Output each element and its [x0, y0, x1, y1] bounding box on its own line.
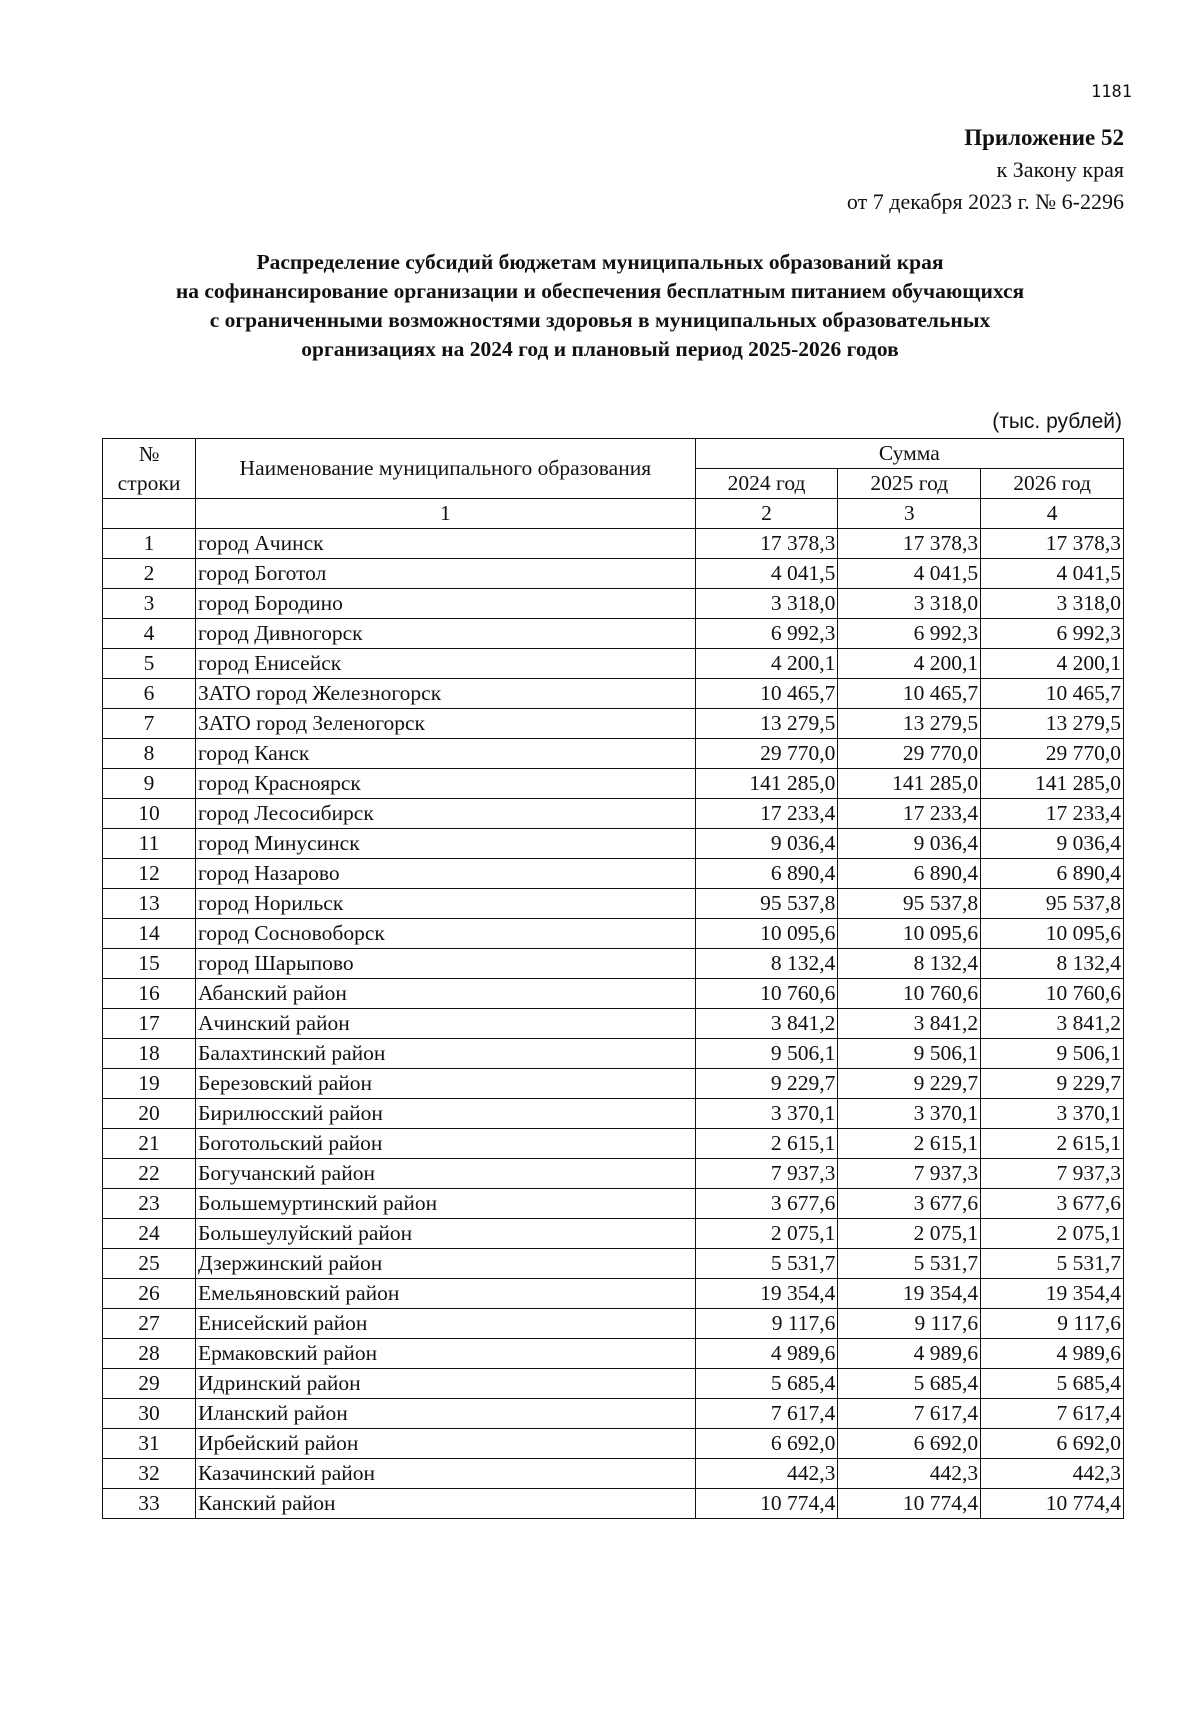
table-row: [103, 979, 1124, 1009]
municipality-name-cell: Дзержинский район: [196, 1249, 696, 1279]
value-2024-cell: 6 692,0: [695, 1429, 838, 1459]
row-number-cell: 2: [103, 559, 196, 589]
value-2024-cell: 3 677,6: [695, 1189, 838, 1219]
value-2026-cell: 10 465,7: [981, 679, 1124, 709]
value-2025-cell: 3 370,1: [838, 1099, 981, 1129]
value-2026-cell: 5 685,4: [981, 1369, 1124, 1399]
header-municipality: Наименование муниципального образования: [196, 439, 696, 499]
value-2024-cell: 10 095,6: [695, 919, 838, 949]
header-year-2025: 2025 год: [838, 469, 981, 499]
table-row: [103, 1099, 1124, 1129]
row-number-cell: 1: [103, 529, 196, 559]
value-2025-cell: 5 531,7: [838, 1249, 981, 1279]
value-2024-cell: 3 318,0: [695, 589, 838, 619]
municipality-name-cell: Идринский район: [196, 1369, 696, 1399]
municipality-name-cell: Ирбейский район: [196, 1429, 696, 1459]
value-2024-cell: 3 370,1: [695, 1099, 838, 1129]
table-row: [103, 1309, 1124, 1339]
value-2026-cell: 2 075,1: [981, 1219, 1124, 1249]
table-row: [103, 769, 1124, 799]
value-2026-cell: 4 200,1: [981, 649, 1124, 679]
municipality-name-cell: город Канск: [196, 739, 696, 769]
table-row: [103, 529, 1124, 559]
table-row: [103, 589, 1124, 619]
value-2025-cell: 9 117,6: [838, 1309, 981, 1339]
value-2025-cell: 5 685,4: [838, 1369, 981, 1399]
subsidy-table: [102, 438, 1124, 1519]
municipality-name-cell: ЗАТО город Зеленогорск: [196, 709, 696, 739]
row-number-cell: 13: [103, 889, 196, 919]
value-2025-cell: 19 354,4: [838, 1279, 981, 1309]
title-line: на софинансирование организации и обеспечения бесплатным питанием обучающихся: [175, 279, 1025, 303]
value-2025-cell: 141 285,0: [838, 769, 981, 799]
header-sum: Сумма: [695, 439, 1123, 469]
row-number-cell: 28: [103, 1339, 196, 1369]
value-2025-cell: 6 890,4: [838, 859, 981, 889]
municipality-name-cell: Балахтинский район: [196, 1039, 696, 1069]
header-col-index: 1: [196, 499, 696, 529]
municipality-name-cell: город Красноярск: [196, 769, 696, 799]
municipality-name-cell: Иланский район: [196, 1399, 696, 1429]
row-number-cell: 24: [103, 1219, 196, 1249]
municipality-name-cell: Богучанский район: [196, 1159, 696, 1189]
value-2024-cell: 9 506,1: [695, 1039, 838, 1069]
value-2024-cell: 5 685,4: [695, 1369, 838, 1399]
value-2025-cell: 2 075,1: [838, 1219, 981, 1249]
table-row: [103, 709, 1124, 739]
appendix-line-law: к Закону края: [996, 157, 1124, 182]
header-number-label: строки: [117, 470, 181, 495]
value-2026-cell: 4 989,6: [981, 1339, 1124, 1369]
value-2026-cell: 9 506,1: [981, 1039, 1124, 1069]
value-2025-cell: 7 937,3: [838, 1159, 981, 1189]
value-2024-cell: 10 760,6: [695, 979, 838, 1009]
value-2024-cell: 2 075,1: [695, 1219, 838, 1249]
header-number-sign: №: [138, 441, 160, 466]
value-2025-cell: 3 841,2: [838, 1009, 981, 1039]
table-row: [103, 739, 1124, 769]
value-2024-cell: 4 041,5: [695, 559, 838, 589]
title-line: Распределение субсидий бюджетам муниципальных образований края: [256, 250, 944, 274]
row-number-cell: 9: [103, 769, 196, 799]
table-row: [103, 649, 1124, 679]
table-row: [103, 619, 1124, 649]
value-2026-cell: 8 132,4: [981, 949, 1124, 979]
municipality-name-cell: город Дивногорск: [196, 619, 696, 649]
value-2026-cell: 7 617,4: [981, 1399, 1124, 1429]
table-row: [103, 1369, 1124, 1399]
value-2024-cell: 9 229,7: [695, 1069, 838, 1099]
value-2024-cell: 17 233,4: [695, 799, 838, 829]
value-2024-cell: 141 285,0: [695, 769, 838, 799]
table-row: [103, 1189, 1124, 1219]
value-2024-cell: 4 200,1: [695, 649, 838, 679]
value-2025-cell: 10 465,7: [838, 679, 981, 709]
municipality-name-cell: город Енисейск: [196, 649, 696, 679]
appendix-block: [847, 122, 1124, 218]
table-row: [103, 1039, 1124, 1069]
header-row-number: [103, 439, 196, 499]
row-number-cell: 4: [103, 619, 196, 649]
value-2026-cell: 2 615,1: [981, 1129, 1124, 1159]
municipality-name-cell: город Сосновоборск: [196, 919, 696, 949]
value-2025-cell: 4 200,1: [838, 649, 981, 679]
table-row: [103, 1459, 1124, 1489]
value-2024-cell: 4 989,6: [695, 1339, 838, 1369]
municipality-name-cell: Емельяновский район: [196, 1279, 696, 1309]
value-2026-cell: 17 378,3: [981, 529, 1124, 559]
municipality-name-cell: город Назарово: [196, 859, 696, 889]
table-row: [103, 1219, 1124, 1249]
municipality-name-cell: Боготольский район: [196, 1129, 696, 1159]
value-2026-cell: 95 537,8: [981, 889, 1124, 919]
municipality-name-cell: Ачинский район: [196, 1009, 696, 1039]
municipality-name-cell: Абанский район: [196, 979, 696, 1009]
row-number-cell: 33: [103, 1489, 196, 1519]
value-2026-cell: 6 890,4: [981, 859, 1124, 889]
value-2024-cell: 442,3: [695, 1459, 838, 1489]
value-2025-cell: 6 992,3: [838, 619, 981, 649]
value-2024-cell: 13 279,5: [695, 709, 838, 739]
table-row: [103, 889, 1124, 919]
row-number-cell: 18: [103, 1039, 196, 1069]
row-number-cell: 31: [103, 1429, 196, 1459]
value-2026-cell: 9 229,7: [981, 1069, 1124, 1099]
units-label: (тыс. рублей): [992, 410, 1122, 433]
value-2025-cell: 9 229,7: [838, 1069, 981, 1099]
title-line: организациях на 2024 год и плановый период 2025-2026 годов: [301, 337, 899, 361]
row-number-cell: 27: [103, 1309, 196, 1339]
value-2024-cell: 95 537,8: [695, 889, 838, 919]
value-2026-cell: 10 760,6: [981, 979, 1124, 1009]
value-2025-cell: 3 318,0: [838, 589, 981, 619]
table-row: [103, 1009, 1124, 1039]
row-number-cell: 11: [103, 829, 196, 859]
title-line: с ограниченными возможностями здоровья в муниципальных образовательных: [209, 308, 991, 332]
value-2025-cell: 29 770,0: [838, 739, 981, 769]
row-number-cell: 20: [103, 1099, 196, 1129]
value-2025-cell: 17 233,4: [838, 799, 981, 829]
header-col-index: 3: [838, 499, 981, 529]
municipality-name-cell: Большеулуйский район: [196, 1219, 696, 1249]
municipality-name-cell: город Норильск: [196, 889, 696, 919]
value-2024-cell: 5 531,7: [695, 1249, 838, 1279]
value-2026-cell: 3 841,2: [981, 1009, 1124, 1039]
municipality-name-cell: город Боготол: [196, 559, 696, 589]
table-row: [103, 1129, 1124, 1159]
value-2026-cell: 10 095,6: [981, 919, 1124, 949]
header-col-index: 2: [695, 499, 838, 529]
value-2025-cell: 9 506,1: [838, 1039, 981, 1069]
value-2025-cell: 13 279,5: [838, 709, 981, 739]
value-2024-cell: 3 841,2: [695, 1009, 838, 1039]
header-col-index: 4: [981, 499, 1124, 529]
table-body: [103, 529, 1124, 1519]
table-row: [103, 859, 1124, 889]
value-2026-cell: 17 233,4: [981, 799, 1124, 829]
value-2026-cell: 10 774,4: [981, 1489, 1124, 1519]
table-row: [103, 559, 1124, 589]
document-title: [100, 248, 1100, 364]
row-number-cell: 22: [103, 1159, 196, 1189]
header-year-2024: 2024 год: [695, 469, 838, 499]
appendix-line-date: от 7 декабря 2023 г. № 6-2296: [846, 189, 1124, 214]
row-number-cell: 12: [103, 859, 196, 889]
value-2026-cell: 29 770,0: [981, 739, 1124, 769]
value-2024-cell: 9 117,6: [695, 1309, 838, 1339]
value-2025-cell: 4 989,6: [838, 1339, 981, 1369]
value-2026-cell: 19 354,4: [981, 1279, 1124, 1309]
row-number-cell: 3: [103, 589, 196, 619]
value-2026-cell: 6 692,0: [981, 1429, 1124, 1459]
page-number: 1181: [1091, 82, 1132, 102]
municipality-name-cell: город Бородино: [196, 589, 696, 619]
row-number-cell: 30: [103, 1399, 196, 1429]
municipality-name-cell: Березовский район: [196, 1069, 696, 1099]
municipality-name-cell: город Минусинск: [196, 829, 696, 859]
value-2025-cell: 8 132,4: [838, 949, 981, 979]
value-2025-cell: 7 617,4: [838, 1399, 981, 1429]
row-number-cell: 26: [103, 1279, 196, 1309]
row-number-cell: 14: [103, 919, 196, 949]
municipality-name-cell: Большемуртинский район: [196, 1189, 696, 1219]
municipality-name-cell: Ермаковский район: [196, 1339, 696, 1369]
row-number-cell: 7: [103, 709, 196, 739]
row-number-cell: 19: [103, 1069, 196, 1099]
value-2025-cell: 442,3: [838, 1459, 981, 1489]
value-2024-cell: 9 036,4: [695, 829, 838, 859]
value-2024-cell: 6 890,4: [695, 859, 838, 889]
municipality-name-cell: город Ачинск: [196, 529, 696, 559]
value-2026-cell: 6 992,3: [981, 619, 1124, 649]
value-2024-cell: 19 354,4: [695, 1279, 838, 1309]
value-2025-cell: 10 774,4: [838, 1489, 981, 1519]
value-2026-cell: 5 531,7: [981, 1249, 1124, 1279]
table-row: [103, 1489, 1124, 1519]
municipality-name-cell: ЗАТО город Железногорск: [196, 679, 696, 709]
row-number-cell: 17: [103, 1009, 196, 1039]
row-number-cell: 29: [103, 1369, 196, 1399]
header-year-2026: 2026 год: [981, 469, 1124, 499]
value-2026-cell: 442,3: [981, 1459, 1124, 1489]
table-row: [103, 1429, 1124, 1459]
row-number-cell: 15: [103, 949, 196, 979]
value-2025-cell: 9 036,4: [838, 829, 981, 859]
table-row: [103, 949, 1124, 979]
row-number-cell: 8: [103, 739, 196, 769]
value-2026-cell: 141 285,0: [981, 769, 1124, 799]
value-2025-cell: 95 537,8: [838, 889, 981, 919]
row-number-cell: 16: [103, 979, 196, 1009]
table-row: [103, 1159, 1124, 1189]
value-2024-cell: 7 617,4: [695, 1399, 838, 1429]
value-2026-cell: 13 279,5: [981, 709, 1124, 739]
municipality-name-cell: Бирилюсский район: [196, 1099, 696, 1129]
value-2025-cell: 6 692,0: [838, 1429, 981, 1459]
row-number-cell: 6: [103, 679, 196, 709]
municipality-name-cell: город Шарыпово: [196, 949, 696, 979]
table-row: [103, 799, 1124, 829]
value-2024-cell: 2 615,1: [695, 1129, 838, 1159]
value-2024-cell: 10 465,7: [695, 679, 838, 709]
row-number-cell: 23: [103, 1189, 196, 1219]
value-2024-cell: 6 992,3: [695, 619, 838, 649]
table-row: [103, 829, 1124, 859]
value-2025-cell: 17 378,3: [838, 529, 981, 559]
value-2026-cell: 3 318,0: [981, 589, 1124, 619]
municipality-name-cell: Канский район: [196, 1489, 696, 1519]
table-row: [103, 1249, 1124, 1279]
value-2026-cell: 9 036,4: [981, 829, 1124, 859]
value-2026-cell: 3 370,1: [981, 1099, 1124, 1129]
value-2026-cell: 3 677,6: [981, 1189, 1124, 1219]
value-2026-cell: 9 117,6: [981, 1309, 1124, 1339]
table-row: [103, 1339, 1124, 1369]
row-number-cell: 21: [103, 1129, 196, 1159]
value-2025-cell: 10 760,6: [838, 979, 981, 1009]
table-row: [103, 679, 1124, 709]
value-2026-cell: 4 041,5: [981, 559, 1124, 589]
header-col-index: [103, 499, 196, 529]
appendix-title: Приложение 52: [964, 125, 1124, 150]
table-row: [103, 1399, 1124, 1429]
value-2025-cell: 10 095,6: [838, 919, 981, 949]
row-number-cell: 10: [103, 799, 196, 829]
row-number-cell: 25: [103, 1249, 196, 1279]
value-2024-cell: 8 132,4: [695, 949, 838, 979]
row-number-cell: 5: [103, 649, 196, 679]
value-2024-cell: 7 937,3: [695, 1159, 838, 1189]
table-row: [103, 1069, 1124, 1099]
value-2024-cell: 29 770,0: [695, 739, 838, 769]
municipality-name-cell: Казачинский район: [196, 1459, 696, 1489]
value-2025-cell: 4 041,5: [838, 559, 981, 589]
value-2025-cell: 3 677,6: [838, 1189, 981, 1219]
table-row: [103, 919, 1124, 949]
table-row: [103, 1279, 1124, 1309]
value-2024-cell: 10 774,4: [695, 1489, 838, 1519]
row-number-cell: 32: [103, 1459, 196, 1489]
value-2024-cell: 17 378,3: [695, 529, 838, 559]
value-2026-cell: 7 937,3: [981, 1159, 1124, 1189]
value-2025-cell: 2 615,1: [838, 1129, 981, 1159]
municipality-name-cell: Енисейский район: [196, 1309, 696, 1339]
municipality-name-cell: город Лесосибирск: [196, 799, 696, 829]
